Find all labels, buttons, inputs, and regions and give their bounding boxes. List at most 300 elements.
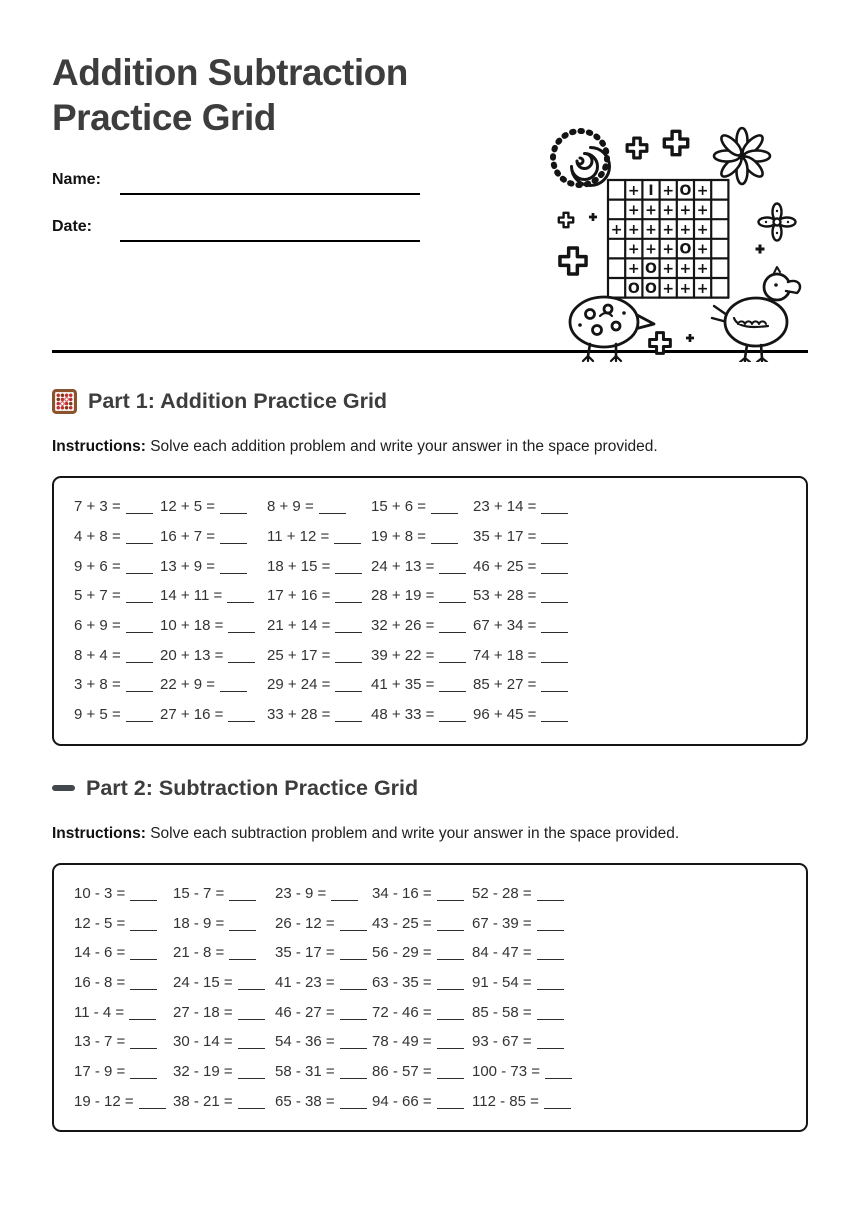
part2-instructions-text: Solve each subtraction problem and write your answer in the space provided. (150, 824, 680, 842)
answer-blank (130, 1074, 157, 1079)
problem-cell (275, 1093, 372, 1110)
addition-grid-box (52, 476, 808, 746)
problem-text: 12 - 5 = (74, 914, 126, 932)
problem-cell (473, 706, 786, 723)
svg-text:O: O (679, 241, 692, 258)
answer-blank (335, 628, 362, 633)
answer-blank (130, 955, 157, 960)
problem-row (74, 492, 786, 522)
problem-cell (74, 885, 173, 902)
problem-text: 4 + 8 = (74, 528, 121, 546)
answer-blank (541, 687, 568, 692)
svg-text:+: + (679, 222, 692, 238)
problem-text: 20 + 13 = (160, 646, 224, 664)
problem-cell (74, 498, 160, 515)
problem-text: 93 - 67 = (472, 1033, 532, 1051)
problem-cell (267, 558, 371, 575)
answer-blank (537, 1015, 564, 1020)
problem-text: 7 + 3 = (74, 498, 121, 516)
problem-text: 29 + 24 = (267, 676, 331, 694)
answer-blank (238, 1104, 265, 1109)
svg-text:+: + (627, 261, 640, 278)
problem-text: 14 - 6 = (74, 944, 126, 962)
answer-blank (220, 539, 247, 544)
problem-cell (372, 944, 472, 961)
problem-text: 27 - 18 = (173, 1003, 233, 1021)
answer-blank (319, 509, 346, 514)
answer-blank (537, 896, 564, 901)
problem-cell (472, 974, 786, 991)
svg-text:+: + (696, 222, 709, 238)
answer-blank (238, 1015, 265, 1020)
problem-text: 19 + 8 = (371, 528, 427, 546)
answer-blank (541, 539, 568, 544)
problem-text: 11 - 4 = (74, 1003, 125, 1021)
problem-text: 58 - 31 = (275, 1062, 335, 1080)
answer-blank (126, 658, 153, 663)
answer-blank (439, 598, 466, 603)
problem-cell (372, 1033, 472, 1050)
svg-text:+: + (627, 241, 640, 258)
problem-cell (372, 974, 472, 991)
spiral-doodle (553, 131, 610, 186)
problem-cell (472, 1063, 786, 1080)
problem-cell (275, 974, 372, 991)
subtraction-grid-box (52, 863, 808, 1133)
answer-blank (238, 1074, 265, 1079)
answer-blank (439, 658, 466, 663)
problem-cell (472, 1093, 786, 1110)
problem-text: 46 - 27 = (275, 1003, 335, 1021)
page-title: Addition Subtraction Practice Grid (52, 52, 408, 138)
problem-cell (160, 647, 267, 664)
svg-text:O: O (645, 261, 657, 278)
problem-cell (74, 676, 160, 693)
problem-cell (74, 1093, 173, 1110)
problem-cell (160, 528, 267, 545)
problem-text: 11 + 12 = (267, 528, 330, 546)
answer-blank (437, 985, 464, 990)
problem-text: 52 - 28 = (472, 884, 532, 902)
problem-text: 86 - 57 = (372, 1062, 432, 1080)
problem-text: 43 - 25 = (372, 914, 432, 932)
problem-row (74, 611, 786, 641)
answer-blank (229, 926, 256, 931)
svg-text:+: + (662, 241, 675, 258)
problem-text: 35 - 17 = (275, 944, 335, 962)
problem-text: 9 + 6 = (74, 557, 121, 575)
answer-blank (220, 569, 247, 574)
problem-row (74, 522, 786, 552)
problem-cell (275, 915, 372, 932)
problem-cell (173, 885, 275, 902)
problem-text: 67 + 34 = (473, 617, 537, 635)
problem-text: 46 + 25 = (473, 557, 537, 575)
answer-blank (126, 569, 153, 574)
problem-text: 78 - 49 = (372, 1033, 432, 1051)
problem-cell (173, 1093, 275, 1110)
problem-cell (160, 587, 267, 604)
problem-cell (472, 915, 786, 932)
problem-text: 9 + 5 = (74, 706, 121, 724)
answer-blank (335, 658, 362, 663)
answer-blank (439, 687, 466, 692)
problem-text: 23 - 9 = (275, 884, 327, 902)
answer-blank (130, 896, 157, 901)
answer-blank (130, 985, 157, 990)
problem-cell (473, 528, 786, 545)
problem-text: 8 + 9 = (267, 498, 314, 516)
answer-blank (130, 926, 157, 931)
plus-doodle (664, 131, 687, 154)
problem-text: 19 - 12 = (74, 1092, 134, 1110)
answer-blank (335, 598, 362, 603)
answer-blank (541, 658, 568, 663)
problem-text: 74 + 18 = (473, 646, 537, 664)
svg-text:+: + (645, 241, 657, 258)
answer-blank (439, 569, 466, 574)
problem-cell (372, 885, 472, 902)
answer-blank (340, 1015, 367, 1020)
problem-text: 26 - 12 = (275, 914, 335, 932)
problem-text: 17 - 9 = (74, 1062, 126, 1080)
problem-cell (267, 617, 371, 634)
problem-text: 85 - 58 = (472, 1003, 532, 1021)
svg-text:+: + (696, 241, 709, 258)
doodle-grid (608, 180, 728, 298)
answer-blank (541, 628, 568, 633)
problem-text: 32 + 26 = (371, 617, 435, 635)
plus-doodle (589, 213, 597, 221)
answer-blank (340, 926, 367, 931)
minus-icon (52, 785, 75, 791)
answer-blank (229, 955, 256, 960)
answer-blank (541, 509, 568, 514)
problem-row (74, 968, 786, 998)
problem-cell (371, 706, 473, 723)
problem-text: 65 - 38 = (275, 1092, 335, 1110)
answer-blank (437, 926, 464, 931)
problem-row (74, 997, 786, 1027)
problem-cell (275, 885, 372, 902)
problem-text: 72 - 46 = (372, 1003, 432, 1021)
svg-text:+: + (679, 202, 692, 219)
problem-cell (371, 498, 473, 515)
problem-cell (371, 617, 473, 634)
svg-text:I: I (648, 182, 654, 199)
problem-text: 12 + 5 = (160, 498, 216, 516)
answer-blank (126, 598, 153, 603)
problem-text: 13 - 7 = (74, 1033, 126, 1051)
part1-instructions-text: Solve each addition problem and write your answer in the space provided. (150, 438, 658, 455)
problem-text: 30 - 14 = (173, 1033, 233, 1051)
problem-text: 53 + 28 = (473, 587, 537, 605)
problem-cell (74, 647, 160, 664)
plus-doodle (559, 213, 573, 227)
problem-cell (74, 974, 173, 991)
answer-blank (340, 1074, 367, 1079)
date-input-line (120, 216, 420, 242)
part2-instructions (52, 825, 808, 843)
problem-cell (74, 1004, 173, 1021)
problem-text: 25 + 17 = (267, 646, 331, 664)
answer-blank (228, 717, 255, 722)
name-input-line (120, 169, 420, 195)
problem-text: 84 - 47 = (472, 944, 532, 962)
problem-cell (371, 528, 473, 545)
name-label: Name: (52, 171, 101, 188)
problem-text: 10 - 3 = (74, 884, 126, 902)
problem-cell (372, 1093, 472, 1110)
problem-cell (173, 915, 275, 932)
decorative-doodle-illustration (542, 110, 814, 362)
answer-blank (431, 509, 458, 514)
problem-cell (267, 498, 371, 515)
problem-text: 67 - 39 = (472, 914, 532, 932)
part1-heading (52, 389, 808, 414)
problem-text: 38 - 21 = (173, 1092, 233, 1110)
answer-blank (335, 569, 362, 574)
answer-blank (537, 1044, 564, 1049)
plus-doodle (650, 333, 671, 354)
problem-cell (371, 587, 473, 604)
problem-cell (472, 944, 786, 961)
problem-text: 112 - 85 = (472, 1092, 539, 1110)
svg-text:+: + (610, 222, 623, 238)
problem-cell (74, 617, 160, 634)
answer-blank (238, 985, 265, 990)
part2-heading-text: Part 2: Subtraction Practice Grid (86, 775, 419, 800)
problem-cell (74, 1033, 173, 1050)
problem-cell (371, 676, 473, 693)
answer-blank (537, 955, 564, 960)
problem-text: 10 + 18 = (160, 617, 224, 635)
svg-text:+: + (645, 202, 657, 219)
answer-blank (544, 1104, 571, 1109)
answer-blank (439, 717, 466, 722)
problem-text: 18 + 15 = (267, 557, 331, 575)
problem-cell (472, 1033, 786, 1050)
svg-text:+: + (679, 280, 692, 297)
answer-blank (126, 717, 153, 722)
problem-cell (372, 1004, 472, 1021)
svg-text:+: + (662, 182, 675, 199)
problem-cell (472, 885, 786, 902)
problem-row (74, 1027, 786, 1057)
problem-text: 34 - 16 = (372, 884, 432, 902)
answer-blank (437, 1044, 464, 1049)
problem-cell (473, 587, 786, 604)
problem-text: 21 + 14 = (267, 617, 331, 635)
answer-blank (437, 1074, 464, 1079)
problem-cell (267, 647, 371, 664)
answer-blank (340, 1104, 367, 1109)
problem-row (74, 879, 786, 909)
answer-blank (541, 569, 568, 574)
answer-blank (229, 896, 256, 901)
svg-text:+: + (627, 202, 640, 219)
answer-blank (437, 1015, 464, 1020)
answer-blank (126, 628, 153, 633)
answer-blank (126, 539, 153, 544)
problem-text: 8 + 4 = (74, 646, 121, 664)
answer-blank (220, 509, 247, 514)
part2-instructions-label: Instructions: (52, 824, 146, 842)
problem-text: 3 + 8 = (74, 676, 121, 694)
problem-cell (74, 1063, 173, 1080)
problem-text: 39 + 22 = (371, 646, 435, 664)
problem-row (74, 938, 786, 968)
problem-text: 56 - 29 = (372, 944, 432, 962)
problem-cell (275, 1004, 372, 1021)
answer-blank (129, 1015, 156, 1020)
problem-row (74, 581, 786, 611)
problem-text: 24 + 13 = (371, 557, 435, 575)
problem-cell (473, 647, 786, 664)
problem-text: 63 - 35 = (372, 973, 432, 991)
problem-row (74, 551, 786, 581)
answer-blank (331, 896, 358, 901)
svg-text:+: + (696, 261, 709, 278)
svg-text:+: + (627, 182, 640, 199)
problem-text: 96 + 45 = (473, 706, 537, 724)
problem-cell (267, 528, 371, 545)
svg-text:+: + (696, 182, 709, 199)
problem-text: 35 + 17 = (473, 528, 537, 546)
problem-text: 23 + 14 = (473, 498, 537, 516)
problem-cell (372, 915, 472, 932)
problem-cell (74, 706, 160, 723)
answer-blank (431, 539, 458, 544)
answer-blank (228, 658, 255, 663)
problem-cell (372, 1063, 472, 1080)
problem-cell (160, 558, 267, 575)
answer-blank (537, 985, 564, 990)
problem-cell (74, 915, 173, 932)
answer-blank (227, 598, 254, 603)
problem-row (74, 640, 786, 670)
svg-text:+: + (627, 222, 640, 238)
problem-cell (173, 974, 275, 991)
problem-text: 85 + 27 = (473, 676, 537, 694)
problem-cell (74, 944, 173, 961)
answer-blank (126, 509, 153, 514)
answer-blank (335, 717, 362, 722)
svg-text:+: + (662, 261, 675, 278)
problem-cell (275, 1033, 372, 1050)
answer-blank (437, 896, 464, 901)
problem-cell (74, 528, 160, 545)
problem-text: 27 + 16 = (160, 706, 224, 724)
part2-section (52, 776, 808, 1133)
problem-cell (160, 617, 267, 634)
problem-text: 14 + 11 = (160, 587, 223, 605)
problem-text: 17 + 16 = (267, 587, 331, 605)
bird-doodle (712, 267, 800, 362)
answer-blank (340, 1044, 367, 1049)
answer-blank (439, 628, 466, 633)
problem-text: 15 - 7 = (173, 884, 225, 902)
answer-blank (541, 598, 568, 603)
problem-cell (267, 587, 371, 604)
svg-text:O: O (645, 280, 657, 297)
problem-cell (160, 498, 267, 515)
problem-text: 91 - 54 = (472, 973, 532, 991)
svg-text:+: + (696, 202, 709, 219)
problem-text: 16 - 8 = (74, 973, 126, 991)
svg-text:O: O (627, 280, 640, 297)
problem-cell (173, 944, 275, 961)
problem-cell (74, 587, 160, 604)
problem-cell (473, 617, 786, 634)
abacus-icon (52, 389, 77, 414)
problem-row (74, 908, 786, 938)
problem-row (74, 700, 786, 730)
problem-cell (173, 1033, 275, 1050)
date-label: Date: (52, 218, 93, 235)
problem-text: 22 + 9 = (160, 676, 216, 694)
problem-cell (267, 676, 371, 693)
flower-doodle (714, 128, 770, 184)
problem-cell (371, 558, 473, 575)
problem-text: 94 - 66 = (372, 1092, 432, 1110)
problem-text: 5 + 7 = (74, 587, 121, 605)
part2-heading (52, 776, 808, 801)
part1-instructions (52, 438, 808, 456)
answer-blank (545, 1074, 572, 1079)
problem-text: 41 + 35 = (371, 676, 435, 694)
problem-text: 16 + 7 = (160, 528, 216, 546)
kiwi-bird-doodle (570, 297, 654, 361)
problem-cell (267, 706, 371, 723)
answer-blank (537, 926, 564, 931)
answer-blank (334, 539, 361, 544)
problem-cell (275, 1063, 372, 1080)
svg-text:+: + (662, 222, 675, 238)
plus-doodle (560, 248, 586, 274)
svg-text:+: + (645, 222, 657, 238)
problem-cell (173, 1004, 275, 1021)
svg-text:O: O (679, 182, 692, 199)
problem-text: 21 - 8 = (173, 944, 225, 962)
plus-doodle (756, 245, 765, 254)
problem-text: 100 - 73 = (472, 1062, 540, 1080)
problem-cell (173, 1063, 275, 1080)
answer-blank (541, 717, 568, 722)
answer-blank (340, 955, 367, 960)
answer-blank (126, 687, 153, 692)
problem-cell (275, 944, 372, 961)
svg-text:+: + (662, 280, 675, 297)
problem-text: 33 + 28 = (267, 706, 331, 724)
part1-heading-text: Part 1: Addition Practice Grid (88, 389, 388, 413)
floret-doodle (759, 204, 796, 241)
svg-text:+: + (696, 280, 709, 297)
problem-row (74, 1086, 786, 1116)
part1-instructions-label: Instructions: (52, 438, 146, 455)
problem-text: 41 - 23 = (275, 973, 335, 991)
answer-blank (437, 955, 464, 960)
problem-cell (371, 647, 473, 664)
problem-cell (473, 558, 786, 575)
problem-text: 13 + 9 = (160, 557, 216, 575)
answer-blank (238, 1044, 265, 1049)
answer-blank (437, 1104, 464, 1109)
plus-doodle (686, 334, 694, 342)
problem-row (74, 670, 786, 700)
problem-text: 28 + 19 = (371, 587, 435, 605)
problem-cell (473, 676, 786, 693)
